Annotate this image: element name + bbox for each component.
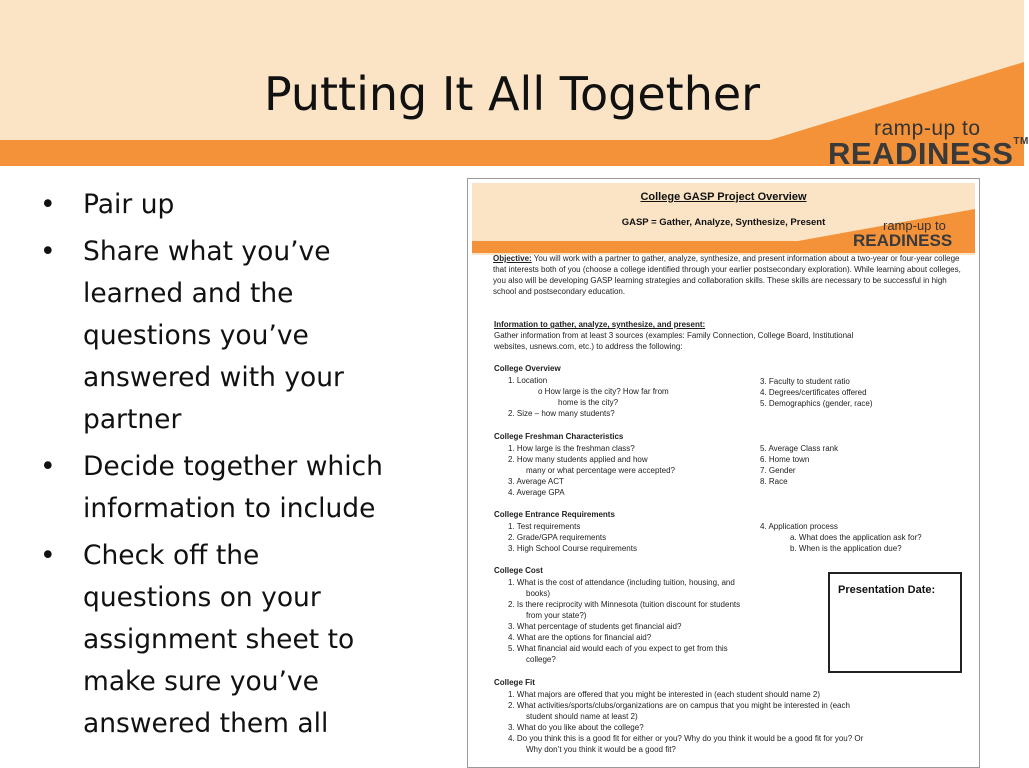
section-item: a. What does the application ask for? [790, 533, 922, 542]
bullet-line: questions on your [83, 582, 321, 613]
section-item: 7. Gender [760, 466, 796, 475]
section-item: books) [526, 589, 551, 598]
section-item: 1. Test requirements [508, 522, 581, 531]
section-item: 2. Size – how many students? [508, 409, 615, 418]
section-item: 4. Average GPA [508, 488, 565, 497]
section-item: 2. How many students applied and how [508, 455, 648, 464]
section-heading: College Freshman Characteristics [494, 432, 624, 441]
sheet-title: College GASP Project Overview [640, 191, 807, 203]
bullet-dot-icon: • [40, 189, 56, 220]
section-item: 5. What financial aid would each of you expect to get from this [508, 644, 728, 653]
bullet-dot-icon: • [40, 540, 56, 571]
bullet-item [40, 535, 445, 745]
section-item: 4. Degrees/certificates offered [760, 388, 867, 397]
bullet-line: make sure you’ve [83, 666, 319, 697]
logo-wordmark [828, 136, 1029, 172]
bullet-item [40, 231, 445, 441]
section-heading: College Entrance Requirements [494, 510, 615, 519]
section-item: 8. Race [760, 477, 788, 486]
info-line: websites, usnews.com, etc.) to address the following: [494, 342, 683, 351]
section-item: 3. Average ACT [508, 477, 564, 486]
section-item: 1. What majors are offered that you might be interested in (each student should name 2) [508, 690, 821, 699]
objective-label: Objective: [493, 254, 532, 263]
section-item: 1. Location [508, 376, 548, 385]
section-item: 3. High School Course requirements [508, 544, 637, 553]
section-item: 3. What do you like about the college? [508, 723, 644, 732]
objective-text: You will work with a partner to gather, analyze, synthesize, and present information about a two-year or four-year college that interests both of you (choose a college identified through your earlier postsecondary exploration). While learning about colleges, you also will be developing GASP learning strategies and collaboration skills. These skills are necessary to be successful in high school and postsecondary education. [493, 254, 961, 296]
info-heading: Information to gather, analyze, synthesize, and present: [494, 320, 706, 329]
section-heading: College Overview [494, 364, 561, 373]
bullet-line: assignment sheet to [83, 624, 355, 655]
section-item: 3. What percentage of students get financial aid? [508, 622, 682, 631]
section-heading: College Cost [494, 566, 543, 575]
slide-title: Putting It All Together [263, 67, 761, 121]
bullet-dot-icon: • [40, 451, 56, 482]
bullet-line: Pair up [83, 189, 175, 220]
section-item: 4. What are the options for financial aid? [508, 633, 652, 642]
logo-text: READINESS [828, 136, 1014, 171]
sheet-subtitle: GASP = Gather, Analyze, Synthesize, Present [621, 217, 826, 228]
section-item: 3. Faculty to student ratio [760, 377, 850, 386]
bullet-line: information to include [83, 493, 376, 524]
section-item: 2. Is there reciprocity with Minnesota (tuition discount for students [508, 600, 741, 609]
bullet-dot-icon: • [40, 236, 56, 267]
bullet-line: Share what you’ve [83, 236, 331, 267]
section-heading: College Fit [494, 678, 535, 687]
section-item: 5. Average Class rank [760, 444, 839, 453]
section-item: student should name at least 2) [526, 712, 638, 721]
section-item: 4. Application process [760, 522, 838, 531]
section-item: 4. Do you think this is a good fit for either or you? Why do you think it would be a good fit for you? Or [508, 734, 864, 743]
bullet-item [40, 184, 445, 226]
assignment-sheet [467, 178, 980, 768]
section-item: college? [526, 655, 556, 664]
bullet-list [40, 184, 445, 750]
sheet-logo-wordmark: READINESS [853, 231, 953, 250]
section-item: 6. Home town [760, 455, 810, 464]
section-item: home is the city? [558, 398, 619, 407]
bullet-line: Decide together which [83, 451, 383, 482]
bullet-line: partner [83, 404, 182, 435]
section-item: Why don’t you think it would be a good fit? [526, 745, 676, 754]
sheet-logo-tagline: ramp-up to [883, 218, 946, 233]
bullet-line: answered them all [83, 708, 329, 739]
bullet-line: questions you’ve [83, 320, 309, 351]
info-line: Gather information from at least 3 sources (examples: Family Connection, College Board, Institutional [494, 331, 854, 340]
section-item: 5. Demographics (gender, race) [760, 399, 873, 408]
section-item: from your state?) [526, 611, 587, 620]
section-item: 2. Grade/GPA requirements [508, 533, 607, 542]
presentation-date-label: Presentation Date: [838, 584, 936, 596]
bullet-line: learned and the [83, 278, 294, 309]
logo-tagline: ramp-up to [874, 117, 981, 140]
section-item: 2. What activities/sports/clubs/organizations are on campus that you might be interested in (each [508, 701, 850, 710]
logo-trademark: TM [1013, 136, 1029, 147]
section-item: b. When is the application due? [790, 544, 902, 553]
bullet-item [40, 446, 445, 530]
bullet-line: answered with your [83, 362, 344, 393]
section-item: o How large is the city? How far from [538, 387, 669, 396]
objective-paragraph [493, 253, 965, 297]
section-item: many or what percentage were accepted? [526, 466, 675, 475]
section-item: 1. What is the cost of attendance (including tuition, housing, and [508, 578, 735, 587]
presentation-date-box [828, 572, 962, 673]
section-item: 1. How large is the freshman class? [508, 444, 635, 453]
bullet-line: Check off the [83, 540, 260, 571]
